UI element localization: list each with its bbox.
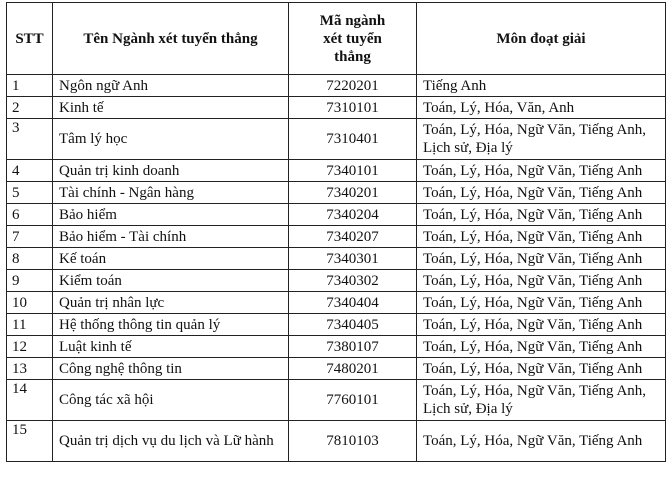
row-subject: Toán, Lý, Hóa, Ngữ Văn, Tiếng Anh bbox=[417, 270, 666, 292]
table-header-row bbox=[7, 3, 666, 75]
header-code-line3: thẳng bbox=[334, 48, 371, 65]
row-stt: 6 bbox=[7, 204, 53, 226]
row-stt: 1 bbox=[7, 75, 53, 97]
row-code: 7340404 bbox=[289, 292, 417, 314]
row-stt: 9 bbox=[7, 270, 53, 292]
row-code: 7810103 bbox=[289, 421, 417, 462]
row-subject: Toán, Lý, Hóa, Ngữ Văn, Tiếng Anh, Lịch sử, Địa lý bbox=[417, 119, 666, 160]
row-stt: 12 bbox=[7, 336, 53, 358]
row-code: 7340204 bbox=[289, 204, 417, 226]
table-row bbox=[7, 119, 666, 160]
row-stt: 7 bbox=[7, 226, 53, 248]
table-row bbox=[7, 270, 666, 292]
table-row bbox=[7, 75, 666, 97]
table-row bbox=[7, 97, 666, 119]
row-code: 7310401 bbox=[289, 119, 417, 160]
row-name: Bảo hiểm bbox=[53, 204, 289, 226]
row-subject: Toán, Lý, Hóa, Ngữ Văn, Tiếng Anh bbox=[417, 336, 666, 358]
row-subject: Toán, Lý, Hóa, Ngữ Văn, Tiếng Anh bbox=[417, 248, 666, 270]
row-stt: 8 bbox=[7, 248, 53, 270]
row-name: Quản trị dịch vụ du lịch và Lữ hành bbox=[53, 421, 289, 462]
table-row bbox=[7, 314, 666, 336]
header-subject: Môn đoạt giải bbox=[417, 3, 666, 75]
row-name: Tài chính - Ngân hàng bbox=[53, 182, 289, 204]
row-name: Công tác xã hội bbox=[53, 380, 289, 421]
row-name: Kế toán bbox=[53, 248, 289, 270]
row-name: Luật kinh tế bbox=[53, 336, 289, 358]
table-row bbox=[7, 182, 666, 204]
row-subject: Toán, Lý, Hóa, Văn, Anh bbox=[417, 97, 666, 119]
row-subject: Toán, Lý, Hóa, Ngữ Văn, Tiếng Anh bbox=[417, 204, 666, 226]
row-name: Tâm lý học bbox=[53, 119, 289, 160]
header-name: Tên Ngành xét tuyển thẳng bbox=[53, 3, 289, 75]
table-row bbox=[7, 380, 666, 421]
row-stt: 3 bbox=[7, 119, 53, 160]
row-code: 7310101 bbox=[289, 97, 417, 119]
row-subject: Tiếng Anh bbox=[417, 75, 666, 97]
row-name: Kiểm toán bbox=[53, 270, 289, 292]
row-code: 7340405 bbox=[289, 314, 417, 336]
table-row bbox=[7, 358, 666, 380]
row-stt: 11 bbox=[7, 314, 53, 336]
row-name: Kinh tế bbox=[53, 97, 289, 119]
admission-table bbox=[6, 2, 666, 462]
row-stt: 14 bbox=[7, 380, 53, 421]
row-subject: Toán, Lý, Hóa, Ngữ Văn, Tiếng Anh bbox=[417, 292, 666, 314]
table-row bbox=[7, 248, 666, 270]
row-code: 7760101 bbox=[289, 380, 417, 421]
row-subject: Toán, Lý, Hóa, Ngữ Văn, Tiếng Anh bbox=[417, 358, 666, 380]
row-code: 7220201 bbox=[289, 75, 417, 97]
header-code-line1: Mã ngành bbox=[319, 12, 386, 29]
row-name: Công nghệ thông tin bbox=[53, 358, 289, 380]
row-subject: Toán, Lý, Hóa, Ngữ Văn, Tiếng Anh, Lịch sử, Địa lý bbox=[417, 380, 666, 421]
row-stt: 5 bbox=[7, 182, 53, 204]
row-code: 7380107 bbox=[289, 336, 417, 358]
row-name: Bảo hiểm - Tài chính bbox=[53, 226, 289, 248]
table-row bbox=[7, 204, 666, 226]
row-code: 7340207 bbox=[289, 226, 417, 248]
row-name: Quản trị nhân lực bbox=[53, 292, 289, 314]
row-stt: 13 bbox=[7, 358, 53, 380]
row-name: Ngôn ngữ Anh bbox=[53, 75, 289, 97]
row-stt: 15 bbox=[7, 421, 53, 462]
header-code bbox=[289, 3, 417, 75]
row-subject: Toán, Lý, Hóa, Ngữ Văn, Tiếng Anh bbox=[417, 421, 666, 462]
row-code: 7340302 bbox=[289, 270, 417, 292]
row-name: Quản trị kinh doanh bbox=[53, 160, 289, 182]
table-row bbox=[7, 292, 666, 314]
row-subject: Toán, Lý, Hóa, Ngữ Văn, Tiếng Anh bbox=[417, 182, 666, 204]
row-stt: 2 bbox=[7, 97, 53, 119]
row-subject: Toán, Lý, Hóa, Ngữ Văn, Tiếng Anh bbox=[417, 226, 666, 248]
table-row bbox=[7, 160, 666, 182]
header-code-line2: xét tuyển bbox=[323, 30, 382, 47]
row-stt: 4 bbox=[7, 160, 53, 182]
row-code: 7340201 bbox=[289, 182, 417, 204]
row-code: 7480201 bbox=[289, 358, 417, 380]
table-row bbox=[7, 336, 666, 358]
row-code: 7340301 bbox=[289, 248, 417, 270]
row-name: Hệ thống thông tin quản lý bbox=[53, 314, 289, 336]
row-code: 7340101 bbox=[289, 160, 417, 182]
row-subject: Toán, Lý, Hóa, Ngữ Văn, Tiếng Anh bbox=[417, 160, 666, 182]
table-row bbox=[7, 226, 666, 248]
header-stt: STT bbox=[7, 3, 53, 75]
row-stt: 10 bbox=[7, 292, 53, 314]
table-row bbox=[7, 421, 666, 462]
row-subject: Toán, Lý, Hóa, Ngữ Văn, Tiếng Anh bbox=[417, 314, 666, 336]
